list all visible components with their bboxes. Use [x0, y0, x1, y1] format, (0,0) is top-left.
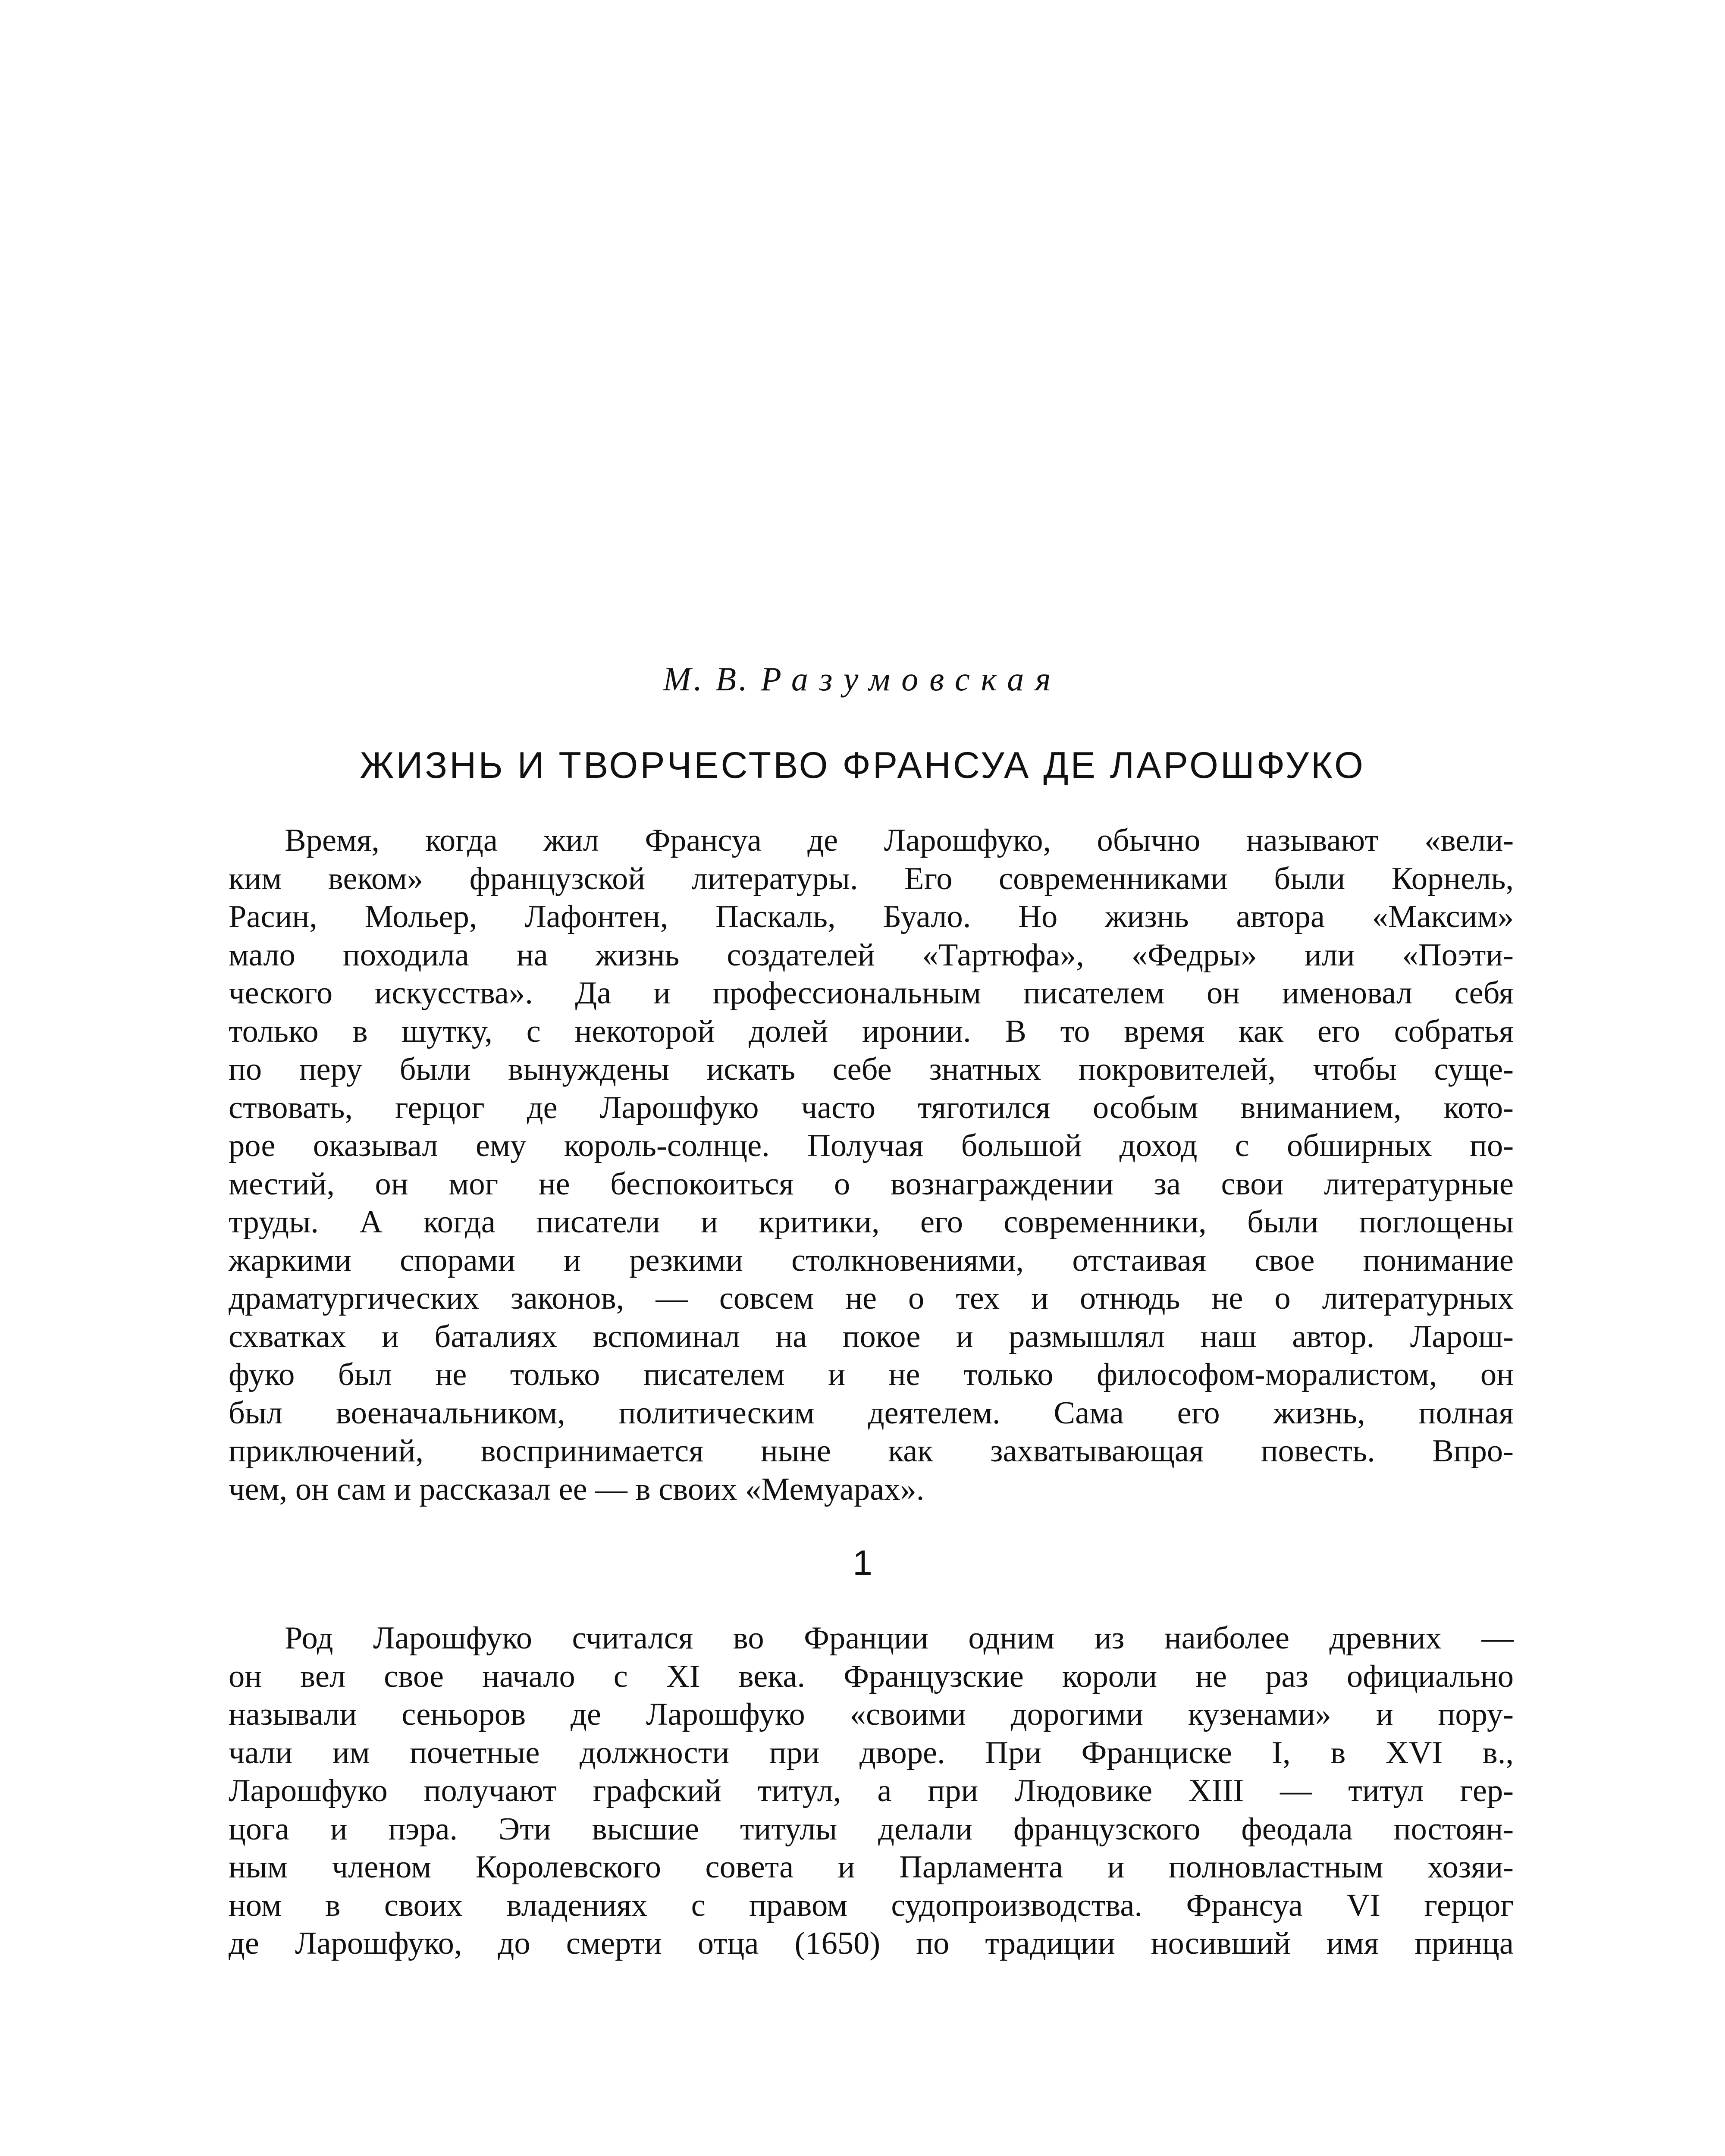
text-line: де Ларошфуко, до смерти отца (1650) по традиции носивший имя принца — [229, 1926, 1514, 1961]
text-line: был военачальником, политическим деятелем. Сама его жизнь, полная — [229, 1395, 1514, 1431]
article-title: ЖИЗНЬ И ТВОРЧЕСТВО ФРАНСУА ДЕ ЛАРОШФУКО — [360, 745, 1365, 786]
text-line: он вел свое начало с XI века. Французские короли не раз официально — [229, 1658, 1514, 1694]
text-line: приключений, воспринимается ныне как захватывающая повесть. Впро- — [229, 1433, 1514, 1469]
section-number: 1 — [853, 1543, 872, 1583]
text-line: ствовать, герцог де Ларошфуко часто тяготился особым вниманием, кото- — [229, 1090, 1514, 1125]
text-line: цога и пэра. Эти высшие титулы делали французского феодала постоян- — [229, 1811, 1514, 1847]
author-byline — [0, 655, 1725, 703]
text-line: Ларошфуко получают графский титул, а при Людовике XIII — титул гер- — [229, 1773, 1514, 1808]
author-initials: М. В. — [663, 660, 750, 698]
text-line: рое оказывал ему король-солнце. Получая большой доход с обширных по- — [229, 1128, 1514, 1163]
author-surname: Разумовская — [761, 660, 1062, 698]
section-paragraph — [229, 1619, 1514, 1963]
text-line: ческого искусства». Да и профессиональным писателем он именовал себя — [229, 975, 1514, 1011]
intro-paragraph — [229, 821, 1514, 1508]
text-line: ным членом Королевского совета и Парламента и полновластным хозяи- — [229, 1849, 1514, 1885]
text-line: местий, он мог не беспокоиться о вознаграждении за свои литературные — [229, 1166, 1514, 1202]
text-line: мало походила на жизнь создателей «Тартюфа», «Федры» или «Поэти- — [229, 937, 1514, 973]
text-line: только в шутку, с некоторой долей иронии. В то время как его собратья — [229, 1013, 1514, 1049]
text-line: драматургических законов, — совсем не о тех и отнюдь не о литературных — [229, 1281, 1514, 1316]
text-line: чали им почетные должности при дворе. При Франциске I, в XVI в., — [229, 1735, 1514, 1771]
text-line: жаркими спорами и резкими столкновениями, отстаивая свое понимание — [229, 1242, 1514, 1278]
text-line: фуко был не только писателем и не только философом-моралистом, он — [229, 1357, 1514, 1392]
text-line: схватках и баталиях вспоминал на покое и размышлял наш автор. Ларош- — [229, 1319, 1514, 1354]
text-line: Время, когда жил Франсуа де Ларошфуко, обычно называют «вели- — [285, 823, 1514, 858]
text-line: Род Ларошфуко считался во Франции одним из наиболее древних — — [285, 1620, 1514, 1656]
text-line: называли сеньоров де Ларошфуко «своими дорогими кузенами» и пору- — [229, 1697, 1514, 1732]
text-line: ким веком» французской литературы. Его современниками были Корнель, — [229, 861, 1514, 896]
text-line: ном в своих владениях с правом судопроизводства. Франсуа VI герцог — [229, 1887, 1514, 1923]
text-line: труды. А когда писатели и критики, его современники, были поглощены — [229, 1204, 1514, 1240]
text-line: чем, он сам и рассказал ее — в своих «Мемуарах». — [229, 1471, 925, 1507]
text-line: Расин, Мольер, Лафонтен, Паскаль, Буало. Но жизнь автора «Максим» — [229, 899, 1514, 934]
text-line: по перу были вынуждены искать себе знатных покровителей, чтобы суще- — [229, 1052, 1514, 1087]
